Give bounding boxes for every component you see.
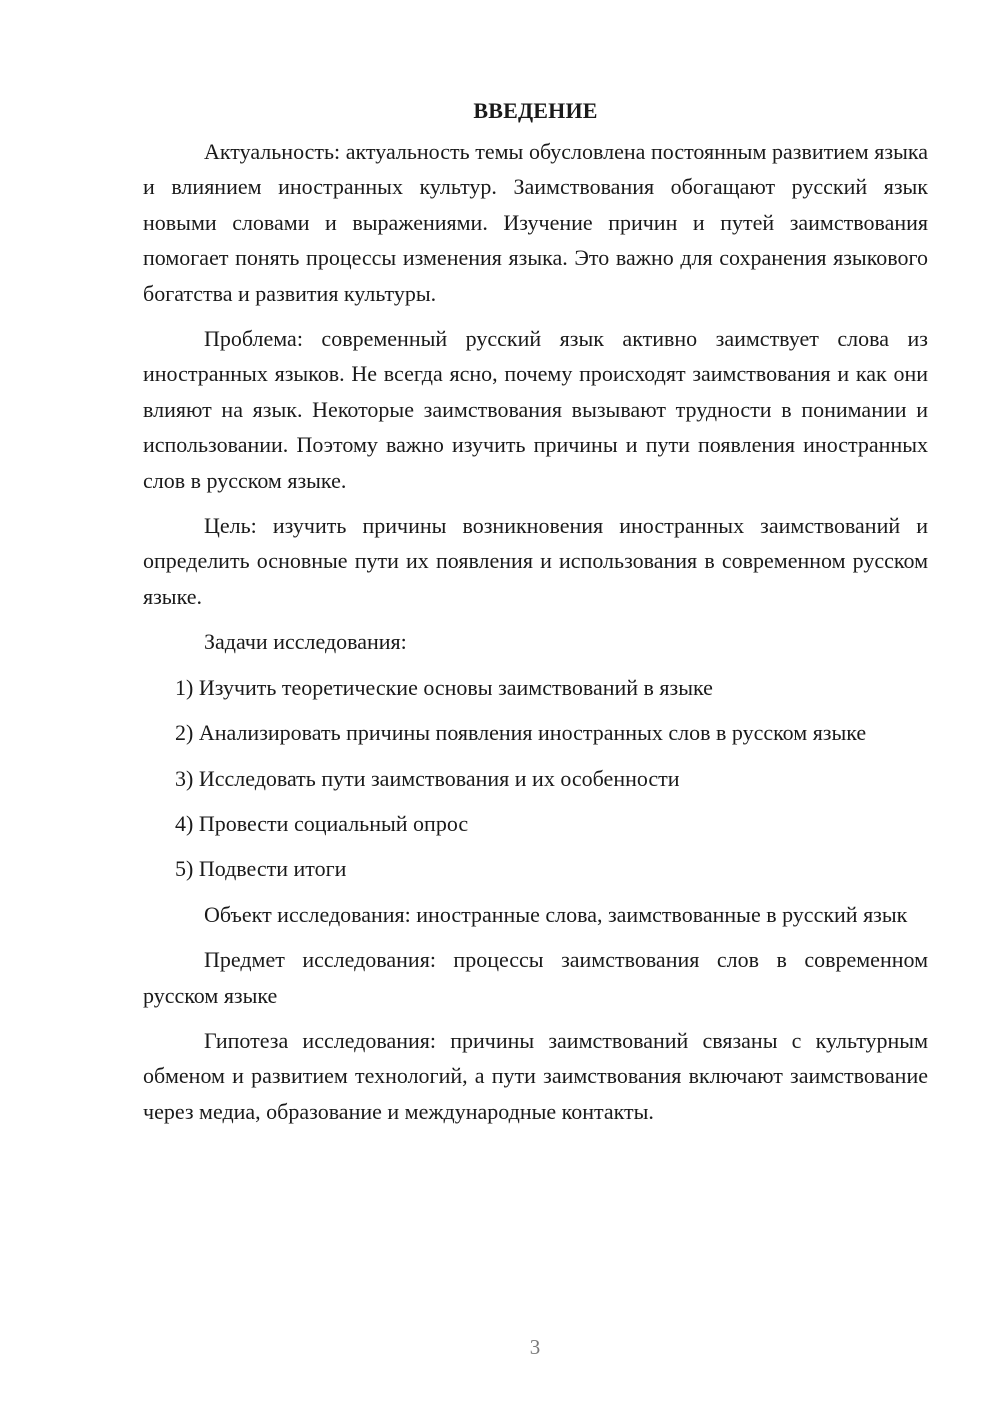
page-title: ВВЕДЕНИЕ xyxy=(473,98,598,123)
hypothesis-paragraph: Гипотеза исследования: причины заимствований связаны с культурным обменом и развитием технологий, а пути заимствования включают заимствование через медиа, образование и международные контакты. xyxy=(143,1027,928,1124)
page-content xyxy=(143,93,928,1129)
task-item: 3) Исследовать пути заимствования и их особенности xyxy=(175,765,680,791)
tasks-heading: Задачи исследования: xyxy=(204,629,407,655)
relevance-paragraph: Актуальность: актуальность темы обусловлена постоянным развитием языка и влиянием иностранных культур. Заимствования обогащают русский язык новыми словами и выражениями. Изучение причин и путей заимствования помогает понять процессы изменения языка. Это важно для сохранения языкового богатства и развития культуры. xyxy=(143,139,928,306)
page-number: 3 xyxy=(529,1335,541,1359)
task-item: 4) Провести социальный опрос xyxy=(175,810,469,836)
task-item: 1) Изучить теоретические основы заимствований в языке xyxy=(175,674,713,700)
task-item: 2) Анализировать причины появления иностранных слов в русском языке xyxy=(175,720,867,746)
research-object-paragraph: Объект исследования: иностранные слова, заимствованные в русский язык xyxy=(204,901,908,927)
problem-paragraph: Проблема: современный русский язык активно заимствует слова из иностранных языков. Не всегда ясно, почему происходят заимствования и как они влияют на язык. Некоторые заимствования вызывают трудности в понимании и использовании. Поэтому важно изучить причины и пути появления иностранных слов в русском языке. xyxy=(143,326,928,493)
task-item: 5) Подвести итоги xyxy=(175,856,347,882)
goal-paragraph: Цель: изучить причины возникновения иностранных заимствований и определить основные пути их появления и использования в современном русском языке. xyxy=(143,513,928,609)
research-subject-paragraph: Предмет исследования: процессы заимствования слов в современном русском языке xyxy=(143,947,928,1008)
